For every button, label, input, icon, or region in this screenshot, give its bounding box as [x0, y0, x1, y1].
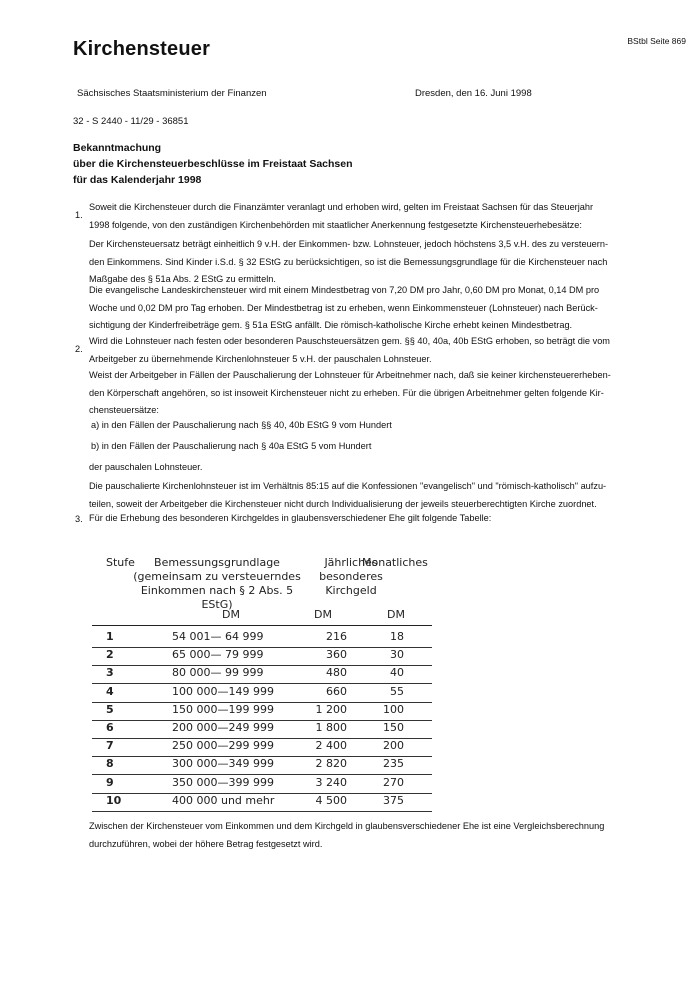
- text-line: Zwischen der Kirchensteuer vom Einkommen und dem Kirchgeld in glaubensverschiedener Ehe ist eine Vergleichsberechnung: [89, 821, 605, 831]
- cell-range: 200 000—249 999: [172, 721, 274, 734]
- section2-suffix: der pauschalen Lohnsteuer.: [89, 462, 203, 472]
- cell-stufe: 10: [106, 793, 122, 807]
- table-row: [92, 701, 432, 721]
- file-number: 32 - S 2440 - 11/29 - 36851: [73, 116, 189, 127]
- header-line: EStG): [201, 598, 233, 611]
- text-line: Woche und 0,02 DM pro Tag erhoben. Der Mindestbetrag ist zu erheben, wenn Einkommensteuer (Lohnsteuer) nach Berück-: [89, 302, 598, 313]
- text-line: Soweit die Kirchensteuer durch die Finanzämter veranlagt und erhoben wird, gelten im Freistaat Sachsen für das Steuerjahr: [89, 202, 594, 212]
- header-divider: [92, 625, 432, 626]
- text-line: Der Kirchensteuersatz beträgt einheitlich 9 v.H. der Einkommen- bzw. Lohnsteuer, jedoch höchstens 3,5 v.H. des zu versteuern-: [89, 239, 609, 249]
- text-line: Die pauschalierte Kirchenlohnsteuer ist im Verhältnis 85:15 auf die Konfessionen "evangelisch" und "römisch-katholisch" aufzu-: [89, 481, 607, 491]
- text-line: teilen, soweit der Arbeitgeber die Kirchensteuer nicht durch Individualisierung der jeweils steuerberechtigten Kirche zuordnet.: [89, 498, 597, 509]
- col-header-stufe: Stufe: [106, 556, 135, 569]
- cell-stufe: 7: [106, 739, 114, 753]
- cell-monthly: 40: [390, 666, 404, 680]
- cell-stufe: 1: [106, 630, 114, 643]
- table-row: [92, 774, 432, 794]
- text-line: chensteuersätze:: [89, 405, 159, 415]
- page-title: Kirchensteuer: [73, 38, 211, 60]
- cell-yearly: 2 820: [315, 757, 347, 771]
- cell-range: 54 001— 64 999: [172, 630, 264, 643]
- col-header-monthly: Monatliches: [362, 556, 428, 569]
- cell-yearly: 360: [326, 648, 347, 662]
- text-line: durchzuführen, wobei der höhere Betrag festgesetzt wird.: [89, 838, 323, 849]
- table-row: [92, 628, 432, 648]
- headline-line: über die Kirchensteuerbeschlüsse im Freistaat Sachsen: [73, 158, 353, 170]
- text-line: den Körperschaft angehören, so ist insoweit Kirchensteuer nicht zu erheben. Für die übrigen Arbeitnehmer gelten folgende Kir-: [89, 387, 604, 398]
- cell-yearly: 1 800: [315, 721, 347, 734]
- cell-stufe: 6: [106, 721, 114, 734]
- cell-range: 250 000—299 999: [172, 739, 274, 753]
- cell-range: 150 000—199 999: [172, 702, 274, 716]
- header-line: Bemessungsgrundlage: [154, 556, 280, 569]
- header-line: besonderes Kirchgeld: [319, 570, 383, 597]
- section1-intro: [89, 199, 593, 234]
- unit-label: DM: [314, 608, 332, 621]
- table-row: [92, 737, 432, 757]
- section2-intro: [89, 333, 610, 368]
- text-line: Maßgabe des § 51a Abs. 2 EStG zu ermitteln.: [89, 274, 276, 284]
- table-row: [92, 719, 432, 739]
- text-line: Arbeitgeber zu übernehmende Kirchenlohnsteuer 5 v.H. der pauschalen Lohnsteuer.: [89, 353, 432, 364]
- list-item-a: a) in den Fällen der Pauschalierung nach §§ 40, 40b EStG 9 vom Hundert: [91, 420, 392, 430]
- cell-monthly: 30: [390, 648, 404, 662]
- cell-range: 400 000 und mehr: [172, 793, 275, 807]
- cell-yearly: 4 500: [315, 793, 347, 807]
- headline-line: für das Kalenderjahr 1998: [73, 174, 202, 186]
- cell-range: 65 000— 79 999: [172, 648, 264, 662]
- table-row: [92, 664, 432, 684]
- cell-yearly: 216: [326, 630, 347, 643]
- headline-line: Bekanntmachung: [73, 142, 162, 154]
- cell-yearly: 1 200: [315, 702, 347, 716]
- cell-range: 100 000—149 999: [172, 684, 274, 698]
- cell-stufe: 4: [106, 684, 114, 698]
- cell-range: 80 000— 99 999: [172, 666, 264, 680]
- list-item-b: b) in den Fällen der Pauschalierung nach § 40a EStG 5 vom Hundert: [91, 441, 372, 451]
- section2-ratio: [89, 478, 606, 513]
- cell-yearly: 660: [326, 684, 347, 698]
- header-line: Jährliches: [324, 556, 378, 569]
- ministry-name: Sächsisches Staatsministerium der Finanzen: [77, 88, 267, 99]
- page-reference: BStbl Seite 869: [627, 36, 686, 46]
- cell-stufe: 8: [106, 757, 114, 771]
- cell-yearly: 3 240: [315, 775, 347, 789]
- cell-monthly: 18: [390, 630, 404, 643]
- cell-range: 350 000—399 999: [172, 775, 274, 789]
- text-line: Die evangelische Landeskirchensteuer wird mit einem Mindestbetrag von 7,20 DM pro Jahr, 0,60 DM pro Monat, 0,14 DM pro: [89, 285, 600, 295]
- table-row: [92, 683, 432, 703]
- section2-exception: [89, 367, 611, 420]
- cell-yearly: 480: [326, 666, 347, 680]
- text-line: 1998 folgende, von den zuständigen Kirchenbehörden mit staatlicher Anerkennung festgesetzte Kirchensteuerhebesätze:: [89, 219, 582, 230]
- cell-monthly: 150: [383, 721, 404, 734]
- unit-label: DM: [387, 608, 405, 621]
- cell-monthly: 100: [383, 702, 404, 716]
- kirchgeld-table: [92, 556, 442, 806]
- section-number: 2.: [75, 344, 83, 354]
- headline: [73, 140, 353, 188]
- header-line: (gemeinsam zu versteuerndes: [133, 570, 301, 583]
- section-number: 1.: [75, 210, 83, 220]
- text-line: den Einkommens. Sind Kinder i.S.d. § 32 EStG zu berücksichtigen, so ist die Bemessungsgrundlage für die Kirchensteuer nach: [89, 256, 608, 267]
- cell-monthly: 200: [383, 739, 404, 753]
- text-line: sichtigung der Kinderfreibeträge gem. § 51a EStG anfällt. Die römisch-katholische Kirche erhebt keinen Mindestbetrag.: [89, 320, 573, 330]
- cell-range: 300 000—349 999: [172, 757, 274, 771]
- footer-note: [89, 818, 649, 853]
- header-line: Einkommen nach § 2 Abs. 5: [140, 584, 294, 597]
- cell-stufe: 3: [106, 666, 114, 680]
- cell-stufe: 2: [106, 648, 114, 662]
- table-row: [92, 646, 432, 666]
- section3-intro: Für die Erhebung des besonderen Kirchgeldes in glaubensverschiedener Ehe gilt folgende Tabelle:: [89, 513, 492, 523]
- cell-stufe: 9: [106, 775, 114, 789]
- section1-minimum: [89, 282, 599, 335]
- section-number: 3.: [75, 514, 83, 524]
- section1-rate: [89, 236, 608, 289]
- unit-label: DM: [222, 608, 240, 621]
- table-row: [92, 755, 432, 775]
- cell-monthly: 375: [383, 793, 404, 807]
- col-header-basis: [132, 556, 302, 612]
- dateline: Dresden, den 16. Juni 1998: [415, 88, 532, 99]
- text-line: Weist der Arbeitgeber in Fällen der Pauschalierung der Lohnsteuer für Arbeitnehmer nach, daß sie keiner kirchensteuererheben-: [89, 370, 611, 380]
- table-row: [92, 792, 432, 812]
- cell-monthly: 55: [390, 684, 404, 698]
- cell-monthly: 235: [383, 757, 404, 771]
- cell-yearly: 2 400: [315, 739, 347, 753]
- cell-monthly: 270: [383, 775, 404, 789]
- text-line: Wird die Lohnsteuer nach festen oder besonderen Pauschsteuersätzen gem. §§ 40, 40a, 40b EStG erhoben, so beträgt die vom: [89, 336, 610, 346]
- cell-stufe: 5: [106, 702, 114, 716]
